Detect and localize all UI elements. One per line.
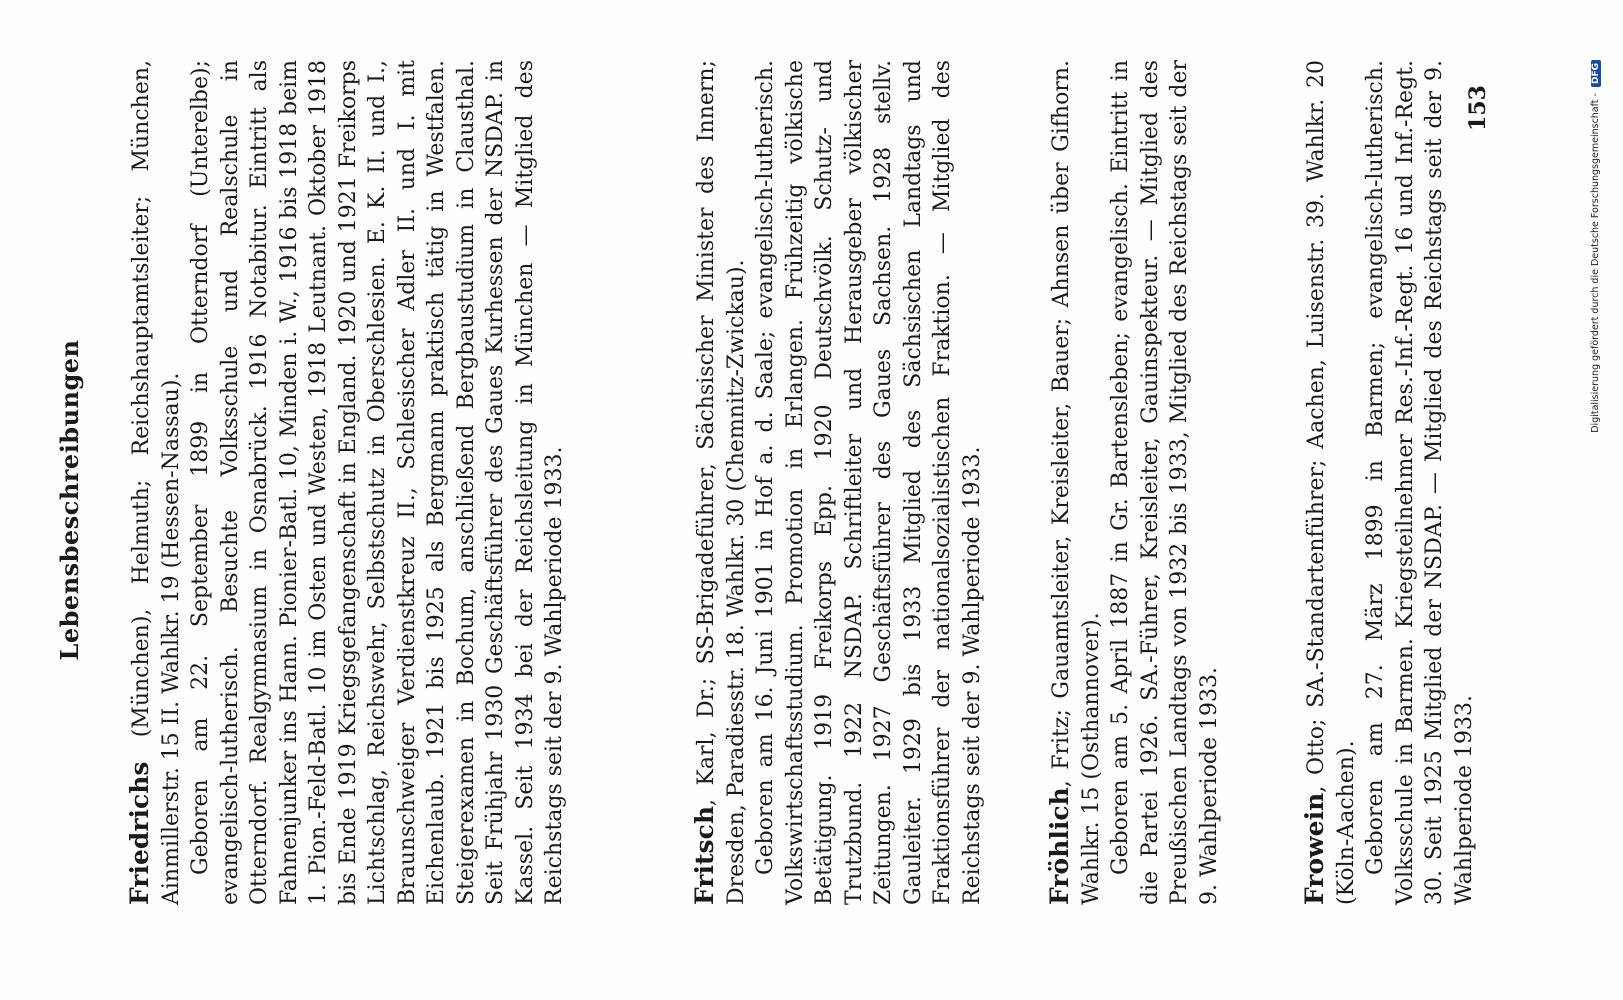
entry-intro: , Karl, Dr.; SS-Brigadeführer, Sächsischer Minister des Innern; Dresden, Paradiesstr. 18. Wahlkr. 30 (Chemnitz-Zwickau). [694, 60, 749, 905]
entry-name: Friedrichs [125, 761, 154, 905]
entry-bio: Geboren am 22. September 1899 in Otterndorf (Unterelbe); evangelisch-lutherisch. Besuchte Volksschule und Realschule in Otterndorf. Realgymnasium in Osnabrück. 1916 Notabitur. Eintritt als Fahnenjunker ins Hann. Pionier-Batl. 10, Minden i. W., 1916 bis 1918 beim 1. Pion.-Feld-Batl. 10 im Osten und Westen, 1918 Leutnant. Oktober 1918 bis Ende 1919 Kriegsgefangenschaft in England. 1920 und 1921 Freikorps Lichtschlag, Reichswehr, Selbstschutz in Oberschlesien. E. K. II. und I., Braunschweiger Verdienstkreuz II., Schlesischer Adler II. und I. mit Eichenlaub. 1921 bis 1925 als Bergmann praktisch tätig in Westfalen. Steigerexamen in Bochum, anschließend Bergbaustudium in Clausthal. Seit Frühjahr 1930 Geschäftsführer des Gaues Kurhessen der NSDAP. in Kassel. Seit 1934 bei der Reichsleitung in München — Mitglied des Reichstags seit der 9. Wahlperiode 1933. [188, 60, 567, 905]
dfg-logo-icon: DFG [1591, 60, 1601, 87]
page-heading: Lebensbeschreibungen [55, 339, 84, 661]
entry-bio: Geboren am 5. April 1887 in Gr. Bartensleben; evangelisch. Eintritt in die Partei 1926. SA.-Führer, Kreisleiter, Gauinspekteur. — Mitglied des Preußischen Landtags von 1932 bis 1933, Mitglied des Reichstags seit der 9. Wahlperiode 1933. [1108, 60, 1222, 905]
entry-intro: (München), Helmuth; Reichshauptamtsleiter; München, Ainmillerstr. 15 II. Wahlkr. 19 (Hessen-Nassau). [129, 60, 184, 905]
biography-entry [1300, 60, 1479, 905]
entry-intro: , Otto; SA.-Standartenführer; Aachen, Luisenstr. 39. Wahlkr. 20 (Köln-Aachen). [1304, 60, 1359, 905]
biography-entry [125, 60, 570, 905]
biography-entry [690, 60, 987, 905]
entry-name: Frowein [1300, 792, 1329, 905]
entry-intro: , Fritz; Gauamtsleiter, Kreisleiter, Bauer; Ahnsen über Gifhorn. Wahlkr. 15 (Osthannover). [1049, 60, 1104, 905]
entry-name: Fritsch [690, 806, 719, 905]
biography-entry [1045, 60, 1224, 905]
digitization-text: Digitalisierung gefördert durch die Deutsche Forschungsgemeinschaft - [1590, 93, 1601, 433]
digitization-note [1590, 60, 1601, 960]
entry-bio: Geboren am 27. März 1899 in Barmen; evangelisch-lutherisch. Volksschule in Barmen. Kriegsteilnehmer Res.-Inf.-Regt. 16 und Inf.-Regt. 30. Seit 1925 Mitglied der NSDAP. — Mitglied des Reichstags seit der 9. Wahlperiode 1933. [1363, 60, 1477, 905]
page-number: 153 [1465, 85, 1491, 131]
entry-bio: Geboren am 16. Juni 1901 in Hof a. d. Saale; evangelisch-lutherisch. Volkswirtschaftsstudium. Promotion in Erlangen. Frühzeitig völkische Betätigung. 1919 Freikorps Epp. 1920 Deutschvölk. Schutz- und Trutzbund. 1922 NSDAP. Schriftleiter und Herausgeber völkischer Zeitungen. 1927 Geschäftsführer des Gaues Sachsen. 1928 stellv. Gauleiter. 1929 bis 1933 Mitglied des Sächsischen Landtags und Fraktionsführer der nationalsozialistischen Fraktion. — Mitglied des Reichstags seit der 9. Wahlperiode 1933. [753, 60, 985, 905]
entry-name: Fröhlich [1045, 787, 1074, 905]
